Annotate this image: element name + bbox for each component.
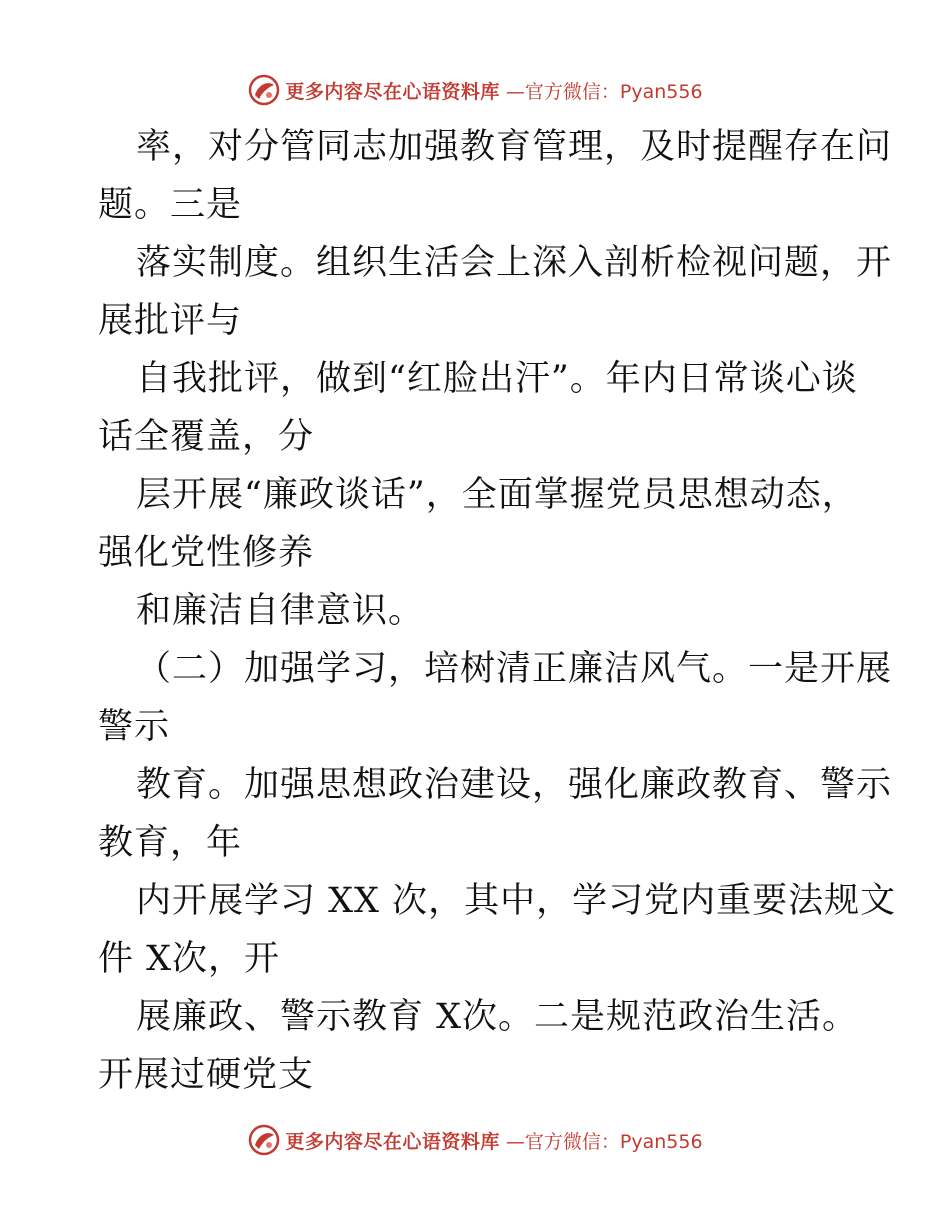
text-line: 强化党性修养	[98, 533, 315, 573]
text-line: 落实制度。组织生活会上深入剖析检视问题，开	[136, 243, 893, 283]
text-line: 件 X次，开	[98, 939, 281, 979]
banner-contact-text: —官方微信：Pyan556	[505, 1130, 703, 1153]
document-body	[98, 118, 897, 1104]
brand-logo-icon	[247, 73, 281, 107]
text-line: 展批评与	[98, 301, 243, 341]
banner-contact-text: —官方微信：Pyan556	[505, 80, 703, 103]
brand-logo-icon	[247, 1123, 281, 1157]
text-line: 教育，年	[98, 823, 243, 863]
text-line: 开展过硬党支	[98, 1055, 315, 1095]
text-line: （二）加强学习，培树清正廉洁风气。一是开展	[136, 649, 893, 689]
text-line: 话全覆盖，分	[98, 417, 315, 457]
text-line: 警示	[98, 707, 171, 747]
footer-banner	[0, 1120, 950, 1160]
header-banner	[0, 70, 950, 110]
text-line: 教育。加强思想政治建设，强化廉政教育、警示	[136, 765, 893, 805]
banner-brand-text: 更多内容尽在心语资料库	[285, 80, 500, 103]
text-line: 题。三是	[98, 185, 243, 225]
text-line: 内开展学习 XX 次，其中，学习党内重要法规文	[136, 881, 897, 921]
text-line: 自我批评，做到“红脸出汗”。年内日常谈心谈	[136, 359, 858, 399]
text-line: 展廉政、警示教育 X次。二是规范政治生活。	[136, 997, 859, 1037]
text-line: 率，对分管同志加强教育管理，及时提醒存在问	[136, 127, 893, 167]
text-line: 层开展“廉政谈话”，全面掌握党员思想动态，	[136, 475, 858, 515]
text-line: 和廉洁自律意识。	[136, 591, 425, 631]
banner-brand-text: 更多内容尽在心语资料库	[285, 1130, 500, 1153]
